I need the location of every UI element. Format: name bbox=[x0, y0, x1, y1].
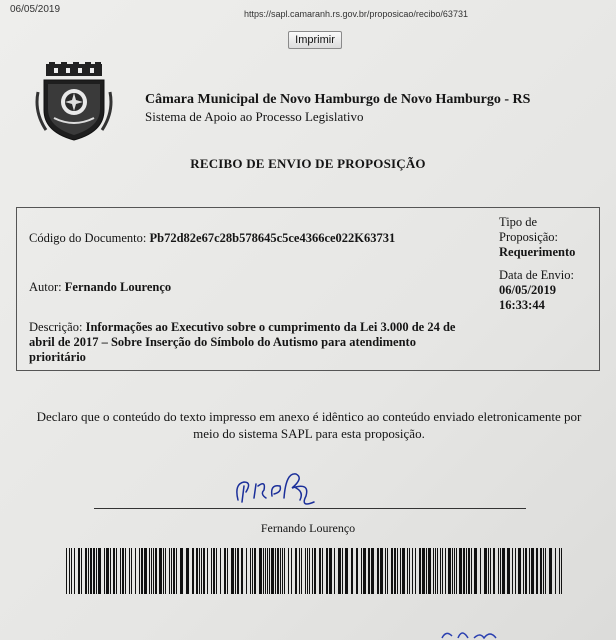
barcode-bar bbox=[125, 548, 126, 594]
barcode-bar bbox=[531, 548, 534, 594]
barcode-bar bbox=[116, 548, 117, 594]
barcode-bar bbox=[113, 548, 115, 594]
barcode-bar bbox=[196, 548, 198, 594]
proposal-type-value: Requerimento bbox=[499, 245, 576, 259]
document-code-row bbox=[29, 231, 395, 246]
barcode-bar bbox=[454, 548, 455, 594]
barcode-bar bbox=[549, 548, 552, 594]
barcode-bar bbox=[488, 548, 489, 594]
barcode-bar bbox=[139, 548, 140, 594]
institution-subtitle: Sistema de Apoio ao Processo Legislativo bbox=[145, 109, 364, 124]
barcode-bar bbox=[173, 548, 175, 594]
proposal-type-label-1: Tipo de bbox=[499, 215, 538, 229]
barcode-bar bbox=[435, 548, 436, 594]
barcode-bar bbox=[201, 548, 202, 594]
barcode bbox=[66, 548, 562, 594]
barcode-bar bbox=[96, 548, 97, 594]
barcode-bar bbox=[407, 548, 408, 594]
barcode-bar bbox=[322, 548, 323, 594]
barcode-bar bbox=[433, 548, 434, 594]
barcode-bar bbox=[484, 548, 487, 594]
print-button[interactable]: Imprimir bbox=[288, 31, 342, 49]
barcode-bar bbox=[412, 548, 413, 594]
barcode-bar bbox=[387, 548, 388, 594]
barcode-bar bbox=[529, 548, 530, 594]
author-row bbox=[29, 280, 171, 295]
barcode-bar bbox=[459, 548, 462, 594]
send-date-label: Data de Envio: bbox=[499, 268, 574, 282]
declaration-line-2: meio do sistema SAPL para esta proposição. bbox=[193, 426, 425, 441]
send-time-value: 16:33:44 bbox=[499, 298, 545, 312]
barcode-bar bbox=[515, 548, 516, 594]
barcode-bar bbox=[176, 548, 177, 594]
barcode-bar bbox=[391, 548, 393, 594]
barcode-bar bbox=[88, 548, 89, 594]
barcode-bar bbox=[250, 548, 251, 594]
barcode-bar bbox=[237, 548, 239, 594]
barcode-bar bbox=[543, 548, 544, 594]
barcode-bar bbox=[252, 548, 253, 594]
barcode-bar bbox=[66, 548, 67, 594]
barcode-bar bbox=[545, 548, 546, 594]
barcode-bar bbox=[213, 548, 215, 594]
barcode-bar bbox=[480, 548, 481, 594]
barcode-bar bbox=[224, 548, 226, 594]
barcode-bar bbox=[345, 548, 348, 594]
author-label: Autor: bbox=[29, 280, 62, 294]
barcode-bar bbox=[265, 548, 266, 594]
barcode-bar bbox=[468, 548, 470, 594]
barcode-bar bbox=[409, 548, 410, 594]
barcode-bar bbox=[144, 548, 147, 594]
barcode-bar bbox=[135, 548, 136, 594]
description-line-3: prioritário bbox=[29, 350, 86, 364]
barcode-bar bbox=[380, 548, 383, 594]
handwritten-note bbox=[440, 610, 540, 640]
barcode-bar bbox=[319, 548, 321, 594]
barcode-bar bbox=[474, 548, 477, 594]
print-url: https://sapl.camaranh.rs.gov.br/proposicao/recibo/63731 bbox=[244, 9, 468, 19]
page-title: RECIBO DE ENVIO DE PROPOSIÇÃO bbox=[190, 156, 426, 171]
barcode-bar bbox=[397, 548, 398, 594]
signer-name: Fernando Lourenço bbox=[260, 521, 356, 535]
barcode-bar bbox=[371, 548, 374, 594]
barcode-bar bbox=[151, 548, 152, 594]
barcode-bar bbox=[500, 548, 501, 594]
barcode-bar bbox=[440, 548, 441, 594]
send-date-value: 06/05/2019 bbox=[499, 283, 556, 297]
barcode-bar bbox=[227, 548, 228, 594]
barcode-bar bbox=[523, 548, 524, 594]
barcode-bar bbox=[246, 548, 247, 594]
barcode-bar bbox=[368, 548, 370, 594]
barcode-bar bbox=[220, 548, 221, 594]
barcode-bar bbox=[141, 548, 143, 594]
barcode-bar bbox=[171, 548, 172, 594]
barcode-bar bbox=[498, 548, 499, 594]
barcode-bar bbox=[284, 548, 285, 594]
barcode-bar bbox=[211, 548, 212, 594]
barcode-bar bbox=[295, 548, 297, 594]
barcode-bar bbox=[159, 548, 162, 594]
barcode-bar bbox=[241, 548, 243, 594]
barcode-bar bbox=[448, 548, 451, 594]
declaration-line-1: Declaro que o conteúdo do texto impresso em anexo é idêntico ao conteúdo enviado eletronicamente por bbox=[36, 409, 582, 424]
barcode-bar bbox=[90, 548, 92, 594]
barcode-bar bbox=[254, 548, 256, 594]
barcode-bar bbox=[122, 548, 124, 594]
barcode-bar bbox=[422, 548, 425, 594]
barcode-bar bbox=[149, 548, 150, 594]
barcode-bar bbox=[377, 548, 379, 594]
barcode-bar bbox=[493, 548, 495, 594]
proposal-type-label-2: Proposição: bbox=[499, 230, 559, 244]
barcode-bar bbox=[463, 548, 465, 594]
barcode-bar bbox=[235, 548, 236, 594]
handwritten-signature bbox=[230, 462, 340, 512]
barcode-bar bbox=[456, 548, 457, 594]
barcode-bar bbox=[69, 548, 70, 594]
barcode-bar bbox=[186, 548, 189, 594]
barcode-bar bbox=[361, 548, 362, 594]
barcode-bar bbox=[291, 548, 292, 594]
barcode-bar bbox=[466, 548, 467, 594]
barcode-bar bbox=[507, 548, 510, 594]
barcode-bar bbox=[540, 548, 542, 594]
barcode-bar bbox=[165, 548, 166, 594]
barcode-bar bbox=[275, 548, 276, 594]
barcode-bar bbox=[490, 548, 491, 594]
barcode-bar bbox=[334, 548, 335, 594]
barcode-bar bbox=[78, 548, 80, 594]
barcode-bar bbox=[269, 548, 270, 594]
barcode-bar bbox=[309, 548, 310, 594]
barcode-bar bbox=[120, 548, 121, 594]
declaration-text bbox=[22, 408, 596, 442]
barcode-bar bbox=[163, 548, 164, 594]
barcode-bar bbox=[402, 548, 405, 594]
barcode-bar bbox=[415, 548, 416, 594]
barcode-bar bbox=[267, 548, 268, 594]
barcode-bar bbox=[131, 548, 132, 594]
barcode-bar bbox=[329, 548, 332, 594]
barcode-bar bbox=[129, 548, 130, 594]
barcode-bar bbox=[299, 548, 300, 594]
barcode-bar bbox=[192, 548, 194, 594]
barcode-bar bbox=[104, 548, 105, 594]
description-label: Descrição: bbox=[29, 320, 83, 334]
municipal-coat-of-arms-icon bbox=[34, 62, 114, 144]
barcode-bar bbox=[85, 548, 87, 594]
document-code-label: Código do Documento: bbox=[29, 231, 147, 245]
barcode-bar bbox=[363, 548, 366, 594]
barcode-bar bbox=[271, 548, 274, 594]
document-code-value: Pb72d82e67c28b578645c5ce4366ce022K63731 bbox=[149, 231, 396, 245]
description-line-1: Informações ao Executivo sobre o cumprimento da Lei 3.000 de 24 de bbox=[85, 320, 456, 334]
barcode-bar bbox=[180, 548, 183, 594]
barcode-bar bbox=[426, 548, 427, 594]
barcode-bar bbox=[288, 548, 289, 594]
barcode-bar bbox=[356, 548, 358, 594]
barcode-bar bbox=[199, 548, 200, 594]
barcode-bar bbox=[437, 548, 438, 594]
barcode-bar bbox=[314, 548, 316, 594]
author-value: Fernando Lourenço bbox=[64, 280, 172, 294]
barcode-bar bbox=[263, 548, 264, 594]
barcode-bar bbox=[351, 548, 353, 594]
barcode-bar bbox=[326, 548, 328, 594]
barcode-bar bbox=[385, 548, 386, 594]
barcode-bar bbox=[312, 548, 313, 594]
barcode-bar bbox=[216, 548, 217, 594]
barcode-bar bbox=[203, 548, 205, 594]
barcode-bar bbox=[338, 548, 341, 594]
barcode-bar bbox=[512, 548, 513, 594]
barcode-bar bbox=[155, 548, 157, 594]
barcode-bar bbox=[110, 548, 111, 594]
barcode-bar bbox=[93, 548, 95, 594]
barcode-bar bbox=[231, 548, 234, 594]
signature-line bbox=[94, 508, 526, 509]
barcode-bar bbox=[207, 548, 208, 594]
barcode-bar bbox=[445, 548, 446, 594]
barcode-bar bbox=[555, 548, 556, 594]
barcode-bar bbox=[153, 548, 154, 594]
barcode-bar bbox=[342, 548, 343, 594]
barcode-bar bbox=[307, 548, 308, 594]
barcode-bar bbox=[259, 548, 262, 594]
barcode-bar bbox=[394, 548, 396, 594]
barcode-bar bbox=[561, 548, 562, 594]
barcode-bar bbox=[536, 548, 538, 594]
barcode-bar bbox=[74, 548, 75, 594]
barcode-bar bbox=[169, 548, 170, 594]
barcode-bar bbox=[277, 548, 279, 594]
print-date: 06/05/2019 bbox=[10, 4, 61, 15]
barcode-bar bbox=[305, 548, 306, 594]
barcode-bar bbox=[98, 548, 101, 594]
description-row bbox=[29, 320, 499, 365]
barcode-bar bbox=[280, 548, 281, 594]
description-line-2: abril de 2017 – Sobre Inserção do Símbolo do Autismo para atendimento bbox=[29, 335, 416, 349]
barcode-bar bbox=[502, 548, 505, 594]
barcode-bar bbox=[106, 548, 109, 594]
barcode-bar bbox=[452, 548, 453, 594]
barcode-bar bbox=[428, 548, 431, 594]
barcode-bar bbox=[518, 548, 521, 594]
barcode-bar bbox=[301, 548, 302, 594]
barcode-bar bbox=[400, 548, 401, 594]
barcode-bar bbox=[282, 548, 283, 594]
barcode-bar bbox=[525, 548, 527, 594]
barcode-bar bbox=[81, 548, 82, 594]
barcode-bar bbox=[559, 548, 560, 594]
receipt-box bbox=[16, 207, 600, 371]
barcode-bar bbox=[442, 548, 443, 594]
institution-name: Câmara Municipal de Novo Hamburgo de Novo Hamburgo - RS bbox=[145, 92, 531, 107]
barcode-bar bbox=[419, 548, 421, 594]
barcode-bar bbox=[471, 548, 472, 594]
barcode-bar bbox=[71, 548, 72, 594]
